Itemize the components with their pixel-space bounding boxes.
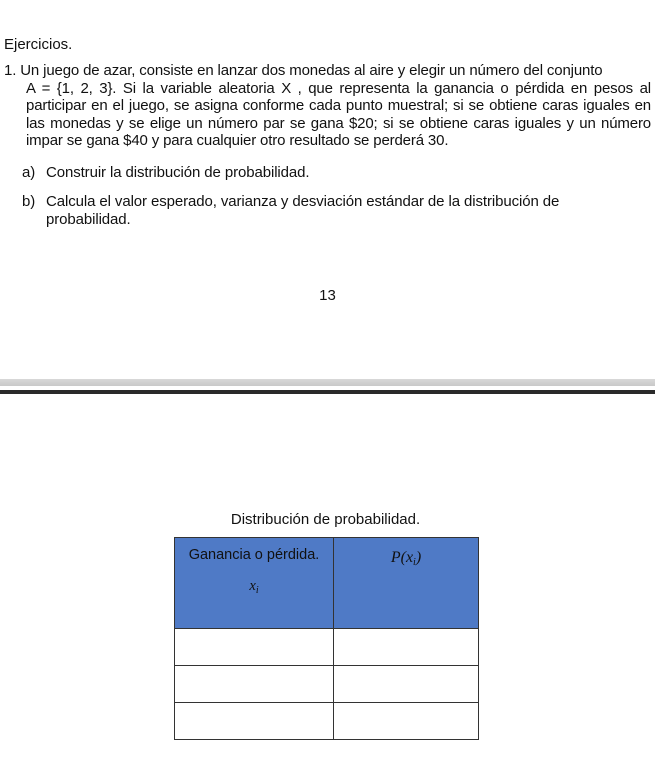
header-pxi-symbol: $P(x_i)$ — [390, 549, 422, 568]
cell-x-3[interactable] — [175, 703, 334, 740]
header-gain-loss — [175, 538, 334, 629]
exercise-page — [0, 0, 655, 380]
problem-line1: Un juego de azar, consiste en lanzar dos monedas al aire y elegir un número del conjunto — [20, 62, 603, 79]
table-row — [175, 666, 479, 703]
cell-p-2[interactable] — [334, 666, 479, 703]
part-b-continuation: probabilidad. — [46, 210, 131, 228]
page-separator-band — [0, 379, 655, 386]
part-a-letter: a) — [22, 164, 36, 181]
table-header-row — [175, 538, 479, 629]
part-b-letter: b) — [22, 193, 36, 210]
cell-x-2[interactable] — [175, 666, 334, 703]
table-caption: Distribución de probabilidad. — [230, 511, 421, 528]
problem-first-line — [4, 62, 651, 80]
part-a — [22, 164, 650, 182]
table-row — [175, 703, 479, 740]
header-probability — [334, 538, 479, 629]
header-xi-symbol: $x_i$ — [249, 578, 259, 596]
problem-statement: A = {1, 2, 3}. Si la variable aleatoria X , que representa la ganancia o pérdida en pesos al participar en el juego, se asigna conforme cada punto muestral; si se obtiene caras iguales en las monedas y se elige un número par se gana $20; si se obtiene caras iguales y un número impar se gana $40 y para cualquier otro resultado se perderá 30. — [26, 79, 651, 149]
header-gain-loss-label: Ganancia o pérdida. — [188, 547, 320, 563]
problem-1 — [4, 62, 651, 150]
page-number: 13 — [319, 287, 336, 304]
part-b — [22, 193, 650, 228]
cell-p-1[interactable] — [334, 629, 479, 666]
problem-number: 1. — [4, 62, 17, 79]
table-row — [175, 629, 479, 666]
cell-x-1[interactable] — [175, 629, 334, 666]
probability-distribution-table — [174, 537, 479, 740]
part-a-text: Construir la distribución de probabilidad. — [46, 164, 310, 181]
part-b-text: Calcula el valor esperado, varianza y desviación estándar de la distribución de — [46, 193, 560, 210]
page-separator-line — [0, 390, 655, 394]
exercises-heading: Ejercicios. — [4, 36, 73, 53]
cell-p-3[interactable] — [334, 703, 479, 740]
